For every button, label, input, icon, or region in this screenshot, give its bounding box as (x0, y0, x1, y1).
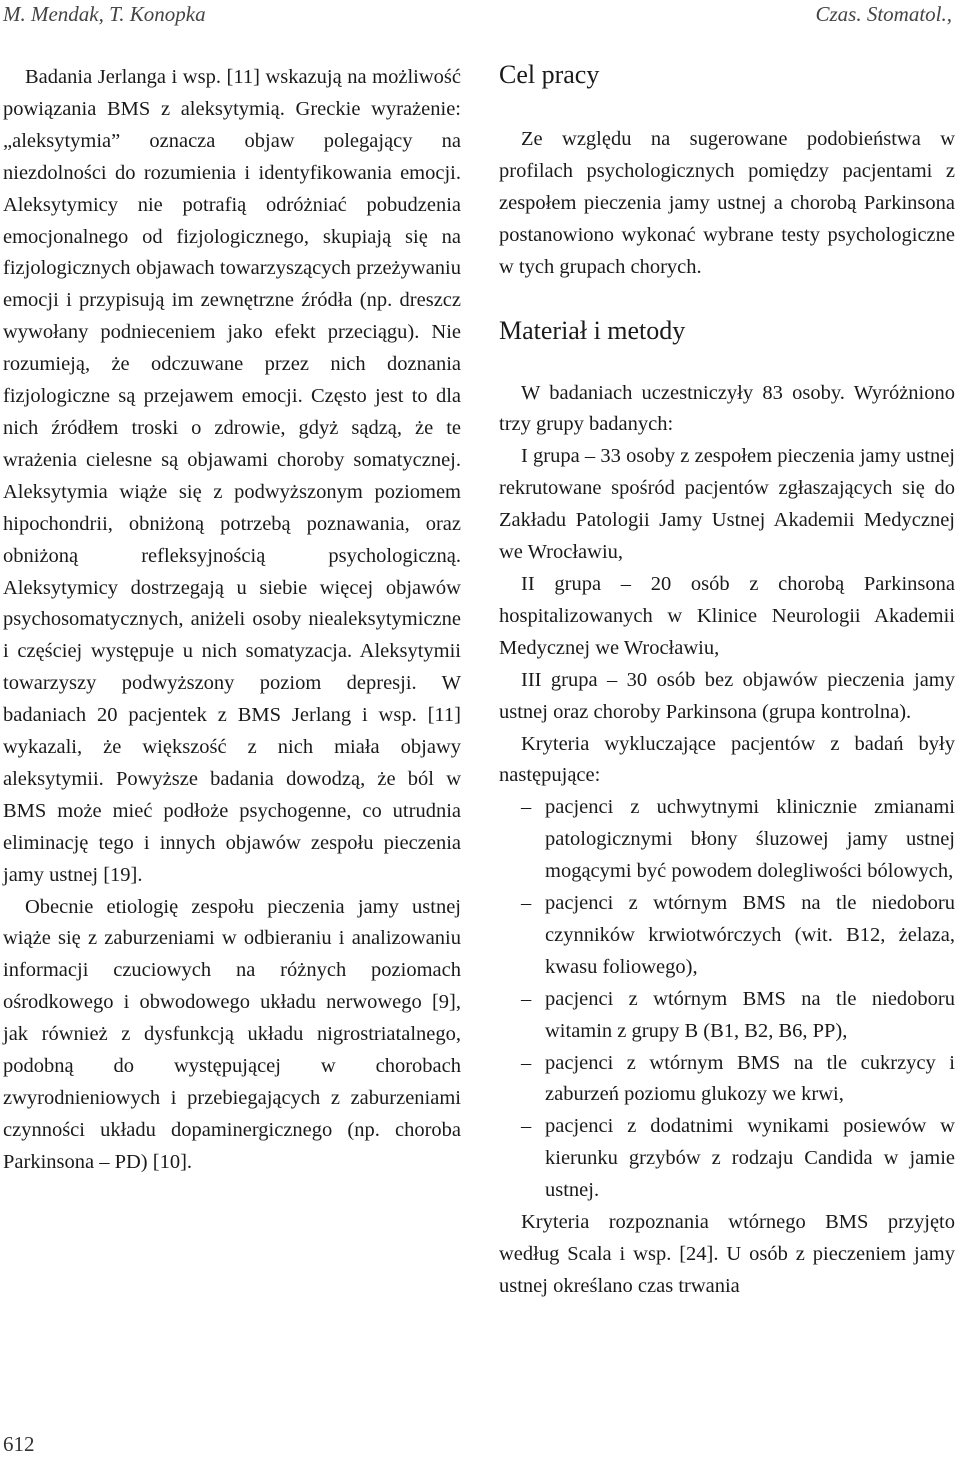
group-2-description: II grupa – 20 osób z chorobą Parkinsona hospitalizowanych w Klinice Neurologii Akademii Medycznej we Wrocławiu, (499, 572, 955, 659)
exclusion-criteria-list (499, 792, 955, 1207)
dash-bullet: – (521, 892, 532, 915)
left-column (3, 62, 461, 1179)
list-item (499, 792, 955, 888)
list-item (499, 1111, 955, 1207)
running-head-journal: Czas. Stomatol., (815, 2, 952, 26)
dash-bullet: – (521, 1115, 532, 1138)
body-paragraph-etiology: Obecnie etiologię zespołu pieczenia jamy ustnej wiąże się z zaburzeniami w odbieraniu i analizowaniu informacji czuciowych na różnych poziomach ośrodkowego i obwodowego układu nerwowego [9], jak również z dysfunkcją układu nigrostriatalnego, podobną do występującej w chorobach zwyrodnieniowych i przebiegających z zaburzeniami czynności układu dopaminergicznego (np. choroba Parkinsona – PD) [10]. (3, 895, 461, 1173)
dash-bullet: – (521, 1051, 532, 1074)
running-head-authors: M. Mendak, T. Konopka (3, 2, 206, 26)
list-item-text: pacjenci z wtórnym BMS na tle cukrzycy i zaburzeń poziomu glukozy we krwi, (545, 1051, 955, 1106)
group-1-description: I grupa – 33 osoby z zespołem pieczenia jamy ustnej rekrutowane spośród pacjentów zgłaszających się do Zakładu Patologii Jamy Ustnej Akademii Medycznej we Wrocławiu, (499, 445, 955, 564)
section-heading-aim: Cel pracy (499, 60, 600, 89)
aim-paragraph: Ze względu na sugerowane podobieństwa w profilach psychologicznych pomiędzy pacjentami z zespołem pieczenia jamy ustnej a chorobą Parkinsona postanowiono wykonać wybrane testy psychologiczne w tych grupach chorych. (499, 128, 955, 278)
group-3-description: III grupa – 30 osób bez objawów pieczenia jamy ustnej oraz choroby Parkinsona (grupa kontrolna). (499, 668, 955, 723)
page-number: 612 (3, 1432, 35, 1456)
list-item (499, 888, 955, 984)
running-head (3, 2, 952, 32)
list-item-text: pacjenci z wtórnym BMS na tle niedoboru witamin z grupy B (B1, B2, B6, PP), (545, 987, 955, 1042)
right-column (499, 58, 955, 1303)
methods-intro: W badaniach uczestniczyły 83 osoby. Wyróżniono trzy grupy badanych: (499, 381, 955, 436)
dash-bullet: – (521, 987, 532, 1010)
body-paragraph-aleksytymia: Badania Jerlanga i wsp. [11] wskazują na możliwość powiązania BMS z aleksytymią. Greckie wyrażenie: „aleksytymia” oznacza objaw polegający na niezdolności do rozumienia i identyfikowania emocji. Aleksytymicy nie potrafią odróżniać pobudzenia emocjonalnego od fizjologicznego, skupiają się na fizjologicznych objawach towarzyszących przeżywaniu emocji i przypisują im zewnętrzne źródła (np. dreszcz wywołany podnieceniem jako efekt przeciągu). Nie rozumieją, że odczuwane przez nich doznania fizjologiczne są przejawem emocji. Często jest to dla nich źródłem troski o zdrowie, gdyż sądzą, że te wrażenia cielesne są objawami choroby somatycznej. Aleksytymia wiąże się z podwyższonym poziomem hipochondrii, obniżoną potrzebą poznawania, oraz obniżoną refleksyjnością psychologiczną. Aleksytymicy dostrzegają u siebie więcej objawów psychosomatycznych, aniżeli osoby niealeksytymiczne i częściej występuje u nich somatyzacja. Aleksytymii towarzyszy podwyższony poziom depresji. W badaniach 20 pacjentek z BMS Jerlang i wsp. [11] wykazali, że większość z nich miała objawy aleksytymii. Powyższe badania dowodzą, że ból w BMS może mieć podłoże psychogenne, co utrudnia eliminację tego i innych objawów zespołu pieczenia jamy ustnej [19]. (3, 66, 461, 886)
exclusion-criteria-intro: Kryteria wykluczające pacjentów z badań były następujące: (499, 732, 955, 787)
list-item (499, 1048, 955, 1112)
list-item-text: pacjenci z dodatnimi wynikami posiewów w kierunku grzybów z rodzaju Candida w jamie ustnej. (545, 1115, 955, 1202)
list-item-text: pacjenci z uchwytnymi klinicznie zmianami patologicznymi błony śluzowej jamy ustnej mogącymi być powodem dolegliwości bólowych, (545, 796, 955, 883)
dash-bullet: – (521, 796, 532, 819)
section-heading-methods: Materiał i metody (499, 315, 686, 345)
list-item (499, 984, 955, 1048)
list-item-text: pacjenci z wtórnym BMS na tle niedoboru czynników krwiotwórczych (wit. B12, żelaza, kwasu foliowego), (545, 892, 955, 978)
diagnosis-criteria-paragraph: Kryteria rozpoznania wtórnego BMS przyjęto według Scala i wsp. [24]. U osób z pieczeniem jamy ustnej określano czas trwania (499, 1211, 955, 1297)
